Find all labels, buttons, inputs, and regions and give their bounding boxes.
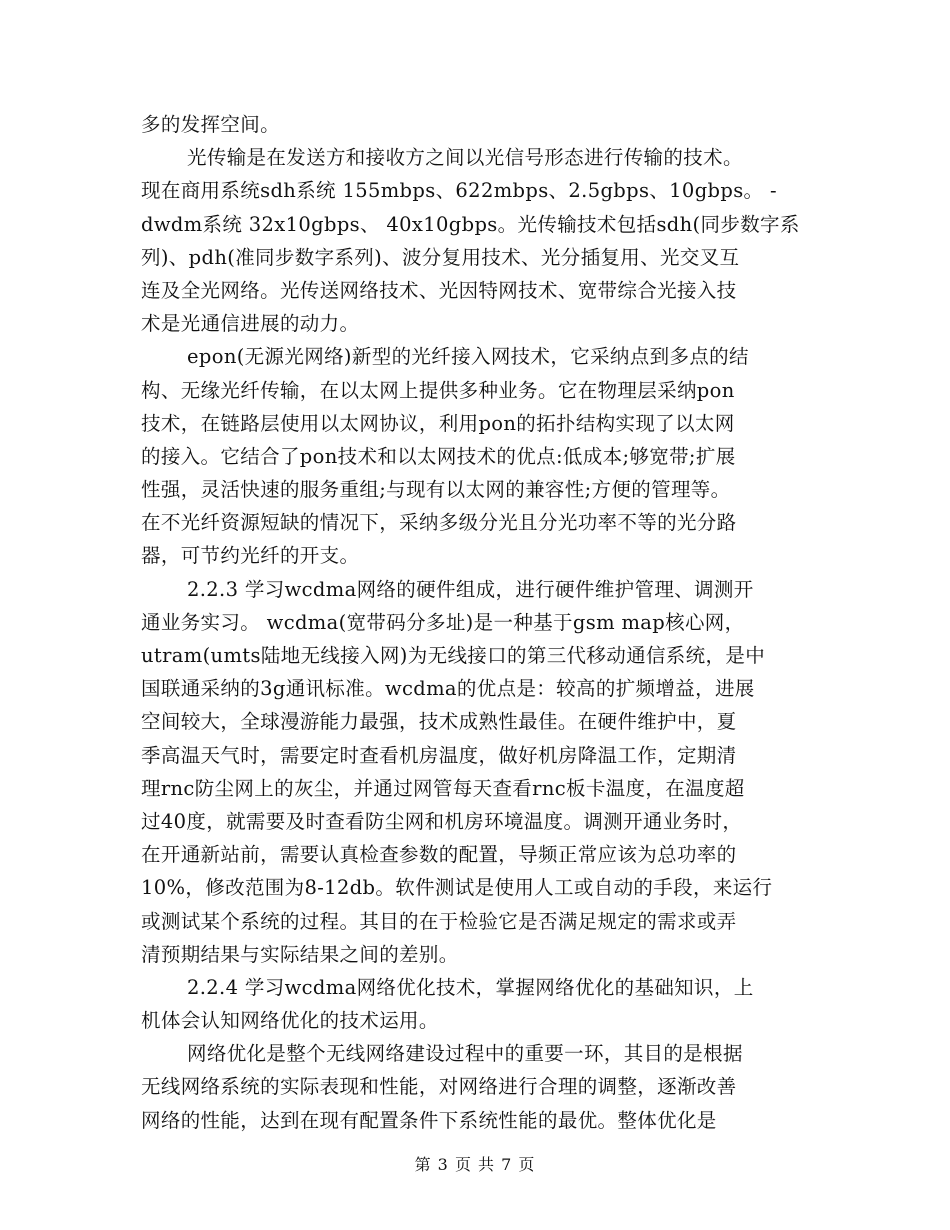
text-line: 技术，在链路层使用以太网协议，利用pon的拓扑结构实现了以太网 bbox=[141, 411, 735, 435]
text-line: 10%，修改范围为8-12db。软件测试是使用人工或自动的手段，来运行 bbox=[141, 876, 773, 900]
text-line: 机体会认知网络优化的技术运用。 bbox=[141, 1009, 439, 1033]
text-line: 无线网络系统的实际表现和性能，对网络进行合理的调整，逐渐改善 bbox=[141, 1075, 737, 1099]
text-line: 网络的性能，达到在现有配置条件下系统性能的最优。整体优化是 bbox=[141, 1108, 717, 1132]
text-line: 国联通采纳的3g通讯标准。wcdma的优点是：较高的扩频增益，进展 bbox=[141, 677, 755, 701]
text-line: 列)、pdh(准同步数字系列)、波分复用技术、光分插复用、光交叉互 bbox=[141, 245, 740, 269]
text-line: utram(umts陆地无线接入网)为无线接口的第三代移动通信系统，是中 bbox=[141, 644, 766, 667]
page-number-footer: 第 3 页 共 7 页 bbox=[414, 1155, 536, 1174]
section-heading-line: 2.2.3 学习wcdma网络的硬件组成，进行硬件维护管理、调测开 bbox=[187, 577, 754, 601]
text-line: 理rnc防尘网上的灰尘，并通过网管每天查看rnc板卡温度，在温度超 bbox=[141, 776, 745, 800]
text-line: 连及全光网络。光传送网络技术、光因特网技术、宽带综合光接入技 bbox=[141, 278, 737, 302]
text-line: 现在商用系统sdh系统 155mbps、622mbps、2.5gbps、10gbps。 - bbox=[141, 179, 777, 203]
paragraph-first-line: 光传输是在发送方和接收方之间以光信号形态进行传输的技术。 bbox=[187, 146, 743, 170]
text-line: 季高温天气时，需要定时查看机房温度，做好机房降温工作，定期清 bbox=[141, 743, 737, 767]
paragraph-first-line: epon(无源光网络)新型的光纤接入网技术，它采纳点到多点的结 bbox=[187, 345, 749, 369]
text-line: 构、无缘光纤传输，在以太网上提供多种业务。它在物理层采纳pon bbox=[141, 378, 735, 402]
text-line: 通业务实习。 wcdma(宽带码分多址)是一种基于gsm map核心网， bbox=[141, 610, 745, 634]
text-line: dwdm系统 32x10gbps、 40x10gbps。光传输技术包括sdh(同步数字系 bbox=[141, 212, 800, 236]
text-line: 清预期结果与实际结果之间的差别。 bbox=[141, 942, 459, 966]
section-heading-line: 2.2.4 学习wcdma网络优化技术，掌握网络优化的基础知识，上 bbox=[187, 975, 754, 999]
paragraph-first-line: 网络优化是整个无线网络建设过程中的重要一环，其目的是根据 bbox=[187, 1042, 743, 1066]
text-line: 多的发挥空间。 bbox=[141, 113, 280, 136]
text-line: 空间较大，全球漫游能力最强，技术成熟性最佳。在硬件维护中，夏 bbox=[141, 710, 737, 734]
text-line: 在不光纤资源短缺的情况下，采纳多级分光且分光功率不等的光分路 bbox=[141, 511, 737, 535]
text-line: 的接入。它结合了pon技术和以太网技术的优点:低成本;够宽带;扩展 bbox=[141, 444, 736, 468]
text-line: 或测试某个系统的过程。其目的在于检验它是否满足规定的需求或弄 bbox=[141, 909, 737, 933]
text-line: 术是光通信进展的动力。 bbox=[141, 312, 360, 336]
text-line: 过40度，就需要及时查看防尘网和机房环境温度。调测开通业务时， bbox=[141, 809, 743, 833]
text-line: 性强，灵活快速的服务重组;与现有以太网的兼容性;方便的管理等。 bbox=[141, 478, 731, 502]
text-line: 在开通新站前，需要认真检查参数的配置，导频正常应该为总功率的 bbox=[141, 843, 737, 867]
text-line: 器，可节约光纤的开支。 bbox=[141, 544, 360, 568]
document-body bbox=[141, 108, 809, 1137]
